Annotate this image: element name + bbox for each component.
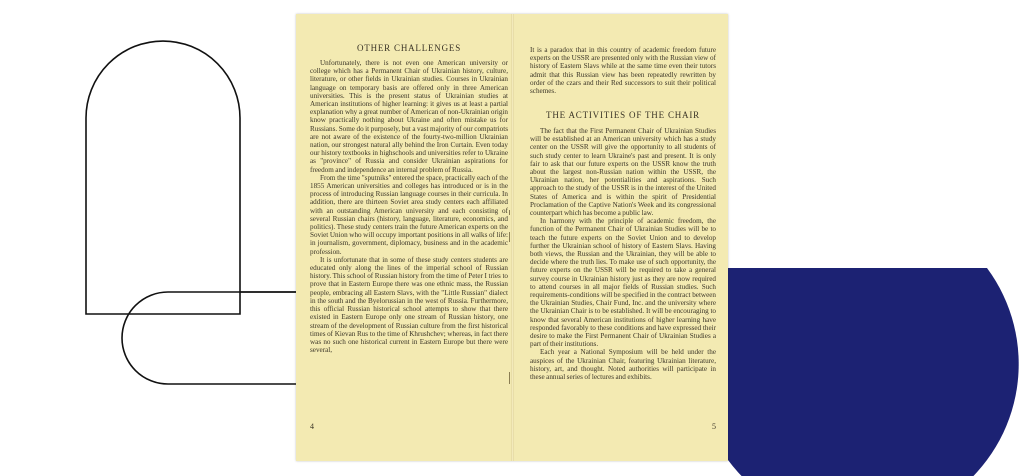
left-page-heading: OTHER CHALLENGES xyxy=(356,43,462,53)
navy-circle-shape xyxy=(728,268,1019,476)
left-page xyxy=(310,14,508,461)
binding-mark xyxy=(509,210,510,215)
binding-mark xyxy=(509,372,510,384)
paragraph: From the time "sputniks" entered the space, practically each of the 1855 American universities and colleges has introduced or is in the process of introducing Russian language courses in their curricula. In addition, there are thirteen Soviet area study centers each affiliated with an outstanding American university and each consisting of several Russian chairs (history, language, literature, economics, and politics). These study centers train the future American experts on the Soviet Union who will occupy important positions in all walks of life: in journalism, government, diplomacy, business and in the academic profession. xyxy=(310,173,508,256)
paragraph: Unfortunately, there is not even one American university or college which has a Permanent Chair of Ukrainian history, culture, literature, or other fields in Ukrainian studies. Courses in Ukrainian language on temporary basis are offered only in three American universities. This is the present status of Ukrainian studies at American institutions of higher learning: it gives us at least a partial explanation why a great number of American of non-Ukrainian origin know practically nothing about Ukraine and often mistake us for Russians. Some do it purposely, but a vast majority of our compatriots are not aware of the existence of the fourty-two-million Ukrainian nation, our strongest natural ally behind the Iron Curtain. Even today our history textbooks in highschools and universities refer to Ukraine as "province" of Russia and consider Ukrainian aspirations for freedom and independence an internal problem of Russia. xyxy=(310,59,508,174)
rounded-loop-outline xyxy=(122,292,300,384)
paragraph: In harmony with the principle of academic freedom, the function of the Permanent Chair of Ukrainian Studies will be to teach the future experts on the Soviet Union and to develop further the Ukrainian school of history of Eastern Slavs. Having both views, the Russian and the Ukrainian, they will be able to decide where the truth lies. To make use of such opportunity, the future experts on the USSR will be required to take a general survey course in Ukrainian history just as they are now required to attend courses in all major fields of Russian studies. Such requirements-conditions will be specified in the contract between the Ukrainian Studies, Chair Fund, Inc. and the university where the Ukrainian Chair is to be established. It will be encouraging to know that several American institutions of higher learning have responded favorably to these conditions and have expressed their desire to make the First Permanent Chair of Ukrainian Studies a part of their institutions. xyxy=(530,217,716,349)
right-page-intro xyxy=(530,46,716,95)
paragraph: It is unfortunate that in some of these study centers students are educated only along the lines of the imperial school of Russian history. This school of Russian history from the time of Peter I tries to prove that in Eastern Europe there was one ethnic mass, the Russian people, embracing all Eastern Slavs, with the "Little Russian" dialect in the south and the Byelorussian in the west of Russia. Furthermore, this official Russian historical school attempts to show that there existed in Eastern Europe only one stream of Russian history, one stream of the development of Russian culture from the first historical times of Kievan Rus to the time of Khrushchev; whereas, in fact there was no such one historical current in Eastern Europe but there were several, xyxy=(310,255,508,355)
scanned-booklet-spread xyxy=(296,14,728,461)
left-page-body xyxy=(310,59,508,354)
right-page-heading: THE ACTIVITIES OF THE CHAIR xyxy=(546,110,700,120)
page-fold xyxy=(511,14,514,461)
right-page xyxy=(530,14,716,461)
right-page-body xyxy=(530,127,716,381)
paragraph: Each year a National Symposium will be held under the auspices of the Ukrainian Chair, featuring Ukrainian literature, history, art, and thought. Noted authorities will participate in these annual series of lectures and exhibits. xyxy=(530,348,716,382)
page-number: 4 xyxy=(310,422,314,431)
paragraph: The fact that the First Permanent Chair of Ukrainian Studies will be established at an American university which has a study center on the USSR will give the opportunity to all students of such study center to learn Ukraine's past and present. It is only fair to ask that our future experts on the USSR know the truth about the largest non-Russian nation within the USSR, the Ukrainian nation, her potentialities and aspirations. Such approach to the study of the USSR is in the interest of the United States of America and is within the spirit of Presidential Proclamation of the Captive Nation's Week and its congressional counterpart which has become a public law. xyxy=(530,127,716,218)
page-number: 5 xyxy=(712,422,716,431)
arch-outline xyxy=(86,41,240,314)
binding-mark xyxy=(509,232,510,242)
paragraph: It is a paradox that in this country of academic freedom future experts on the USSR are presented only with the Russian view of history of Eastern Slavs while at the same time even their tutors admit that this Russian view has been repeatedly rewritten by order of the czars and their Red successors to suit their political schemes. xyxy=(530,46,716,96)
